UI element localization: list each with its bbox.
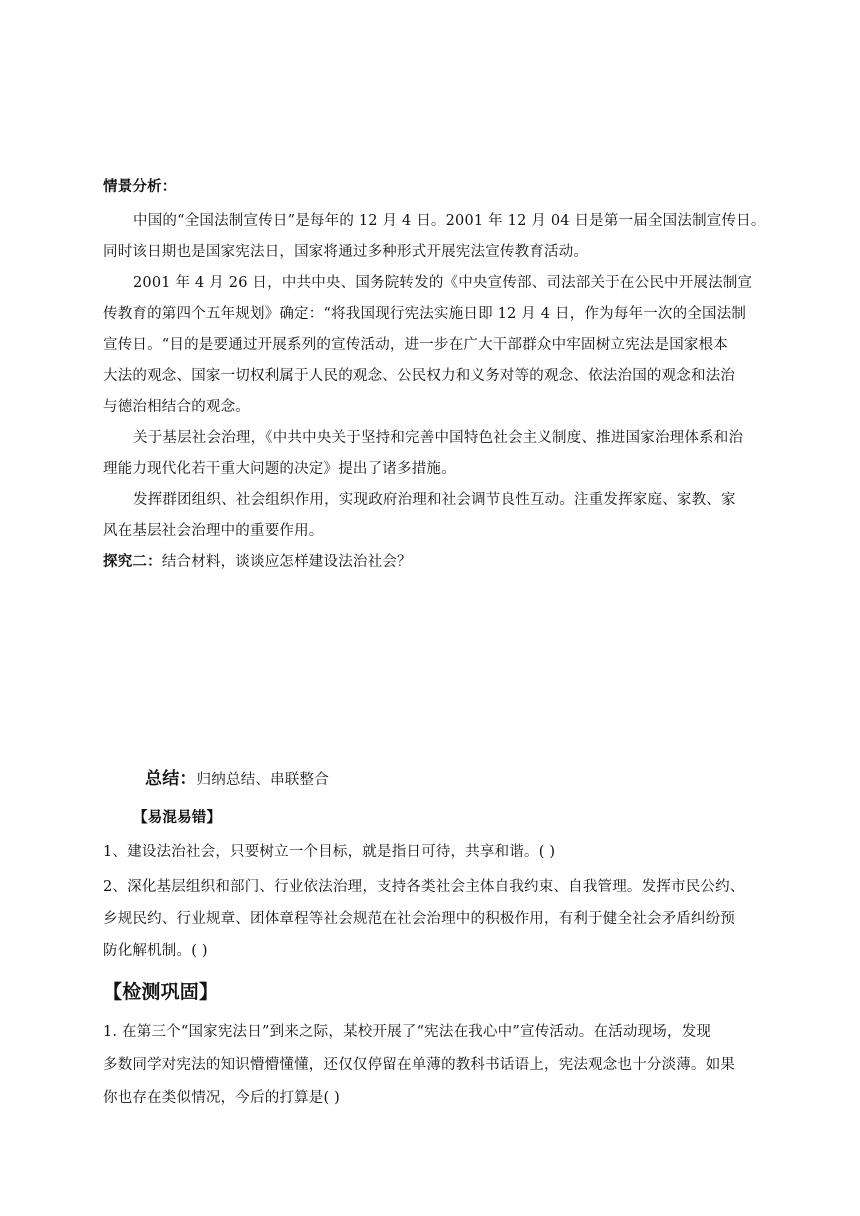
summary-text: 归纳总结、串联整合 — [196, 772, 329, 788]
scenario-paragraph-1-line-2: 同时该日期也是国家宪法日，国家将通过多种形式开展宪法宣传教育活动。 — [103, 244, 589, 260]
summary-title: 总结： — [145, 769, 197, 789]
confusing-item-1: 1、建设法治社会，只要树立一个目标，就是指日可待，共享和谐。( ) — [103, 844, 556, 860]
test-question-1-line-3: 你也存在类似情况，今后的打算是( ) — [103, 1090, 341, 1106]
inquiry-question-text: 结合材料，谈谈应怎样建设法治社会？ — [161, 554, 412, 570]
inquiry-label: 探究二： — [103, 554, 162, 570]
scenario-paragraph-1-line-1: 中国的“全国法制宣传日”是每年的 12 月 4 日。2001 年 12 月 04 日是第一届全国法制宣传日。 — [133, 213, 766, 229]
confusing-item-2-line-1: 2、深化基层组织和部门、行业依法治理，支持各类社会主体自我约束、自我管理。发挥市民公约、 — [103, 879, 745, 895]
scenario-paragraph-4-line-2: 风在基层社会治理中的重要作用。 — [103, 523, 324, 539]
scenario-paragraph-2-line-4: 大法的观念、国家一切权利属于人民的观念、公民权力和义务对等的观念、依法治国的观念和法治 — [103, 368, 736, 384]
scenario-heading: 情景分析： — [103, 179, 177, 195]
confusing-heading: 【易混易错】 — [133, 810, 222, 826]
scenario-paragraph-2-line-1: 2001 年 4 月 26 日，中共中央、国务院转发的《中央宣传部、司法部关于在公民中开展法制宣 — [133, 275, 753, 291]
inquiry-question — [103, 552, 412, 572]
test-heading: 【检测巩固】 — [103, 981, 219, 1003]
confusing-item-2-line-3: 防化解机制。( ) — [103, 943, 208, 959]
test-question-1-line-1: 1. 在第三个“国家宪法日”到来之际，某校开展了“宪法在我心中”宣传活动。在活动现场，发现 — [103, 1024, 712, 1040]
scenario-paragraph-3-line-2: 理能力现代化若干重大问题的决定》提出了诸多措施。 — [103, 461, 456, 477]
confusing-item-2-line-2: 乡规民约、行业规章、团体章程等社会规范在社会治理中的积极作用，有利于健全社会矛盾纠纷预 — [103, 911, 736, 927]
scenario-paragraph-4-line-1: 发挥群团组织、社会组织作用，实现政府治理和社会调节良性互动。注重发挥家庭、家教、家 — [133, 492, 736, 508]
scenario-paragraph-3-line-1: 关于基层社会治理，《中共中央关于坚持和完善中国特色社会主义制度、推进国家治理体系和治 — [133, 430, 744, 446]
scenario-paragraph-2-line-5: 与德治相结合的观念。 — [103, 399, 250, 415]
scenario-paragraph-2-line-2: 传教育的第四个五年规划》确定：“将我国现行宪法实施日即 12 月 4 日，作为每年一次的全国法制 — [103, 306, 747, 322]
summary — [145, 767, 329, 792]
scenario-paragraph-2-line-3: 宣传日。“目的是要通过开展系列的宣传活动，进一步在广大干部群众中牢固树立宪法是国家根本 — [103, 337, 729, 353]
test-question-1-line-2: 多数同学对宪法的知识懵懵懂懂，还仅仅停留在单薄的教科书话语上，宪法观念也十分淡薄。如果 — [103, 1057, 736, 1073]
